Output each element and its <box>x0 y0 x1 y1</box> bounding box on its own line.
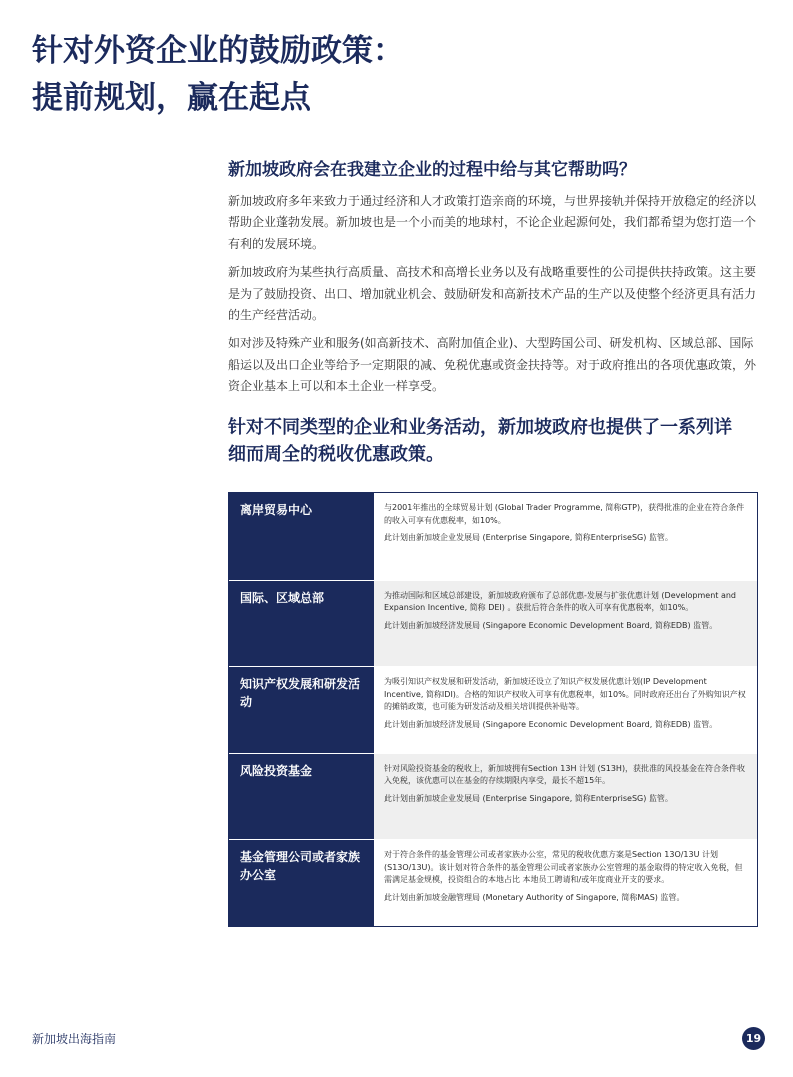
row-title: 离岸贸易中心 <box>229 493 374 580</box>
row-description: 与2001年推出的全球贸易计划 (Global Trader Programme, 简称GTP)，获得批准的企业在符合条件的收入可享有优惠税率，如10%。 <box>384 503 745 525</box>
footer-guide-title: 新加坡出海指南 <box>32 1032 117 1046</box>
row-title: 风险投资基金 <box>229 754 374 840</box>
row-authority: 此计划由新加坡经济发展局 (Singapore Economic Development Board, 简称EDB) 监管。 <box>384 719 718 729</box>
row-authority: 此计划由新加坡企业发展局 (Enterprise Singapore, 简称EnterpriseSG) 监管。 <box>384 793 673 803</box>
tax-incentive-heading <box>228 414 760 468</box>
page-title-line-2: 提前规划，赢在起点 <box>32 80 311 116</box>
row-authority: 此计划由新加坡金融管理局 (Monetary Authority of Singapore, 简称MAS) 监管。 <box>384 892 685 902</box>
row-authority: 此计划由新加坡经济发展局 (Singapore Economic Development Board, 简称EDB) 监管。 <box>384 620 718 630</box>
tax-incentive-heading-line-2: 细而周全的税收优惠政策。 <box>228 444 444 465</box>
tax-incentive-section <box>228 414 760 468</box>
table-row <box>229 580 757 667</box>
row-body <box>374 581 757 667</box>
row-body <box>374 754 757 840</box>
row-description: 针对风险投资基金的税收上，新加坡拥有Section 13H 计划 (S13H)，获批准的风投基金在符合条件收入免税，该优惠可以在基金的存续期限内享受，最长不超15年。 <box>384 763 746 786</box>
table-row <box>229 493 757 580</box>
table-row <box>229 753 757 840</box>
incentive-table <box>228 492 758 927</box>
tax-incentive-heading-line-1: 针对不同类型的企业和业务活动，新加坡政府也提供了一系列详 <box>228 417 732 438</box>
row-description: 对于符合条件的基金管理公司或者家族办公室，常见的税收优惠方案是Section 13O/13U 计划 (S13O/13U)。该计划对符合条件的基金管理公司或者家族办公室管理的基金取得的特定收入免税，但需满足基金规模，投资组合的本地占比 本地员工聘请和/或年度商业开支的要求。 <box>384 850 743 885</box>
row-body <box>374 840 757 926</box>
support-paragraph-3: 如对涉及特殊产业和服务(如高新技术、高附加值企业)、大型跨国公司、研发机构、区域总部、国际船运以及出口企业等给予一定期限的减、免税优惠或资金扶持等。对于政府推出的各项优惠政策，外资企业基本上可以和本土企业一样享受。 <box>228 336 757 394</box>
row-authority: 此计划由新加坡企业发展局 (Enterprise Singapore, 简称EnterpriseSG) 监管。 <box>384 533 673 542</box>
row-body <box>374 493 757 580</box>
row-description: 为推动国际和区域总部建设，新加坡政府颁布了总部优惠-发展与扩张优惠计划 (Development and Expansion Incentive, 简称 DEI) 。获批后符合条件的收入可享有优惠税率，如10%。 <box>384 590 736 613</box>
page-title-line-1: 针对外资企业的鼓励政策： <box>32 33 404 69</box>
support-section <box>228 157 760 405</box>
row-title: 知识产权发展和研发活动 <box>229 667 374 753</box>
row-title: 基金管理公司或者家族办公室 <box>229 840 374 926</box>
table-row <box>229 839 757 926</box>
page-number-badge: 19 <box>742 1027 765 1050</box>
row-description: 为吸引知识产权发展和研发活动，新加坡还设立了知识产权发展优惠计划(IP Development Incentive, 简称IDI)。合格的知识产权收入可享有优惠税率，如10%。同时政府还出台了外购知识产权的摊销政策，也可能为研发活动及相关培训提供补贴等。 <box>384 677 746 712</box>
table-row <box>229 666 757 753</box>
support-paragraph-2: 新加坡政府为某些执行高质量、高技术和高增长业务以及有战略重要性的公司提供扶持政策。这主要是为了鼓励投资、出口、增加就业机会、鼓励研发和高新技术产品的生产以及使整个经济更具有活力的生产经营活动。 <box>228 265 757 323</box>
page-title <box>32 28 752 122</box>
support-section-heading: 新加坡政府会在我建立企业的过程中给与其它帮助吗？ <box>228 160 636 180</box>
row-title: 国际、区域总部 <box>229 581 374 667</box>
support-paragraph-1: 新加坡政府多年来致力于通过经济和人才政策打造亲商的环境，与世界接轨并保持开放稳定的经济以帮助企业蓬勃发展。新加坡也是一个小而美的地球村，不论企业起源何处，我们都希望为您打造一个有利的发展环境。 <box>228 194 757 251</box>
row-body <box>374 667 757 753</box>
